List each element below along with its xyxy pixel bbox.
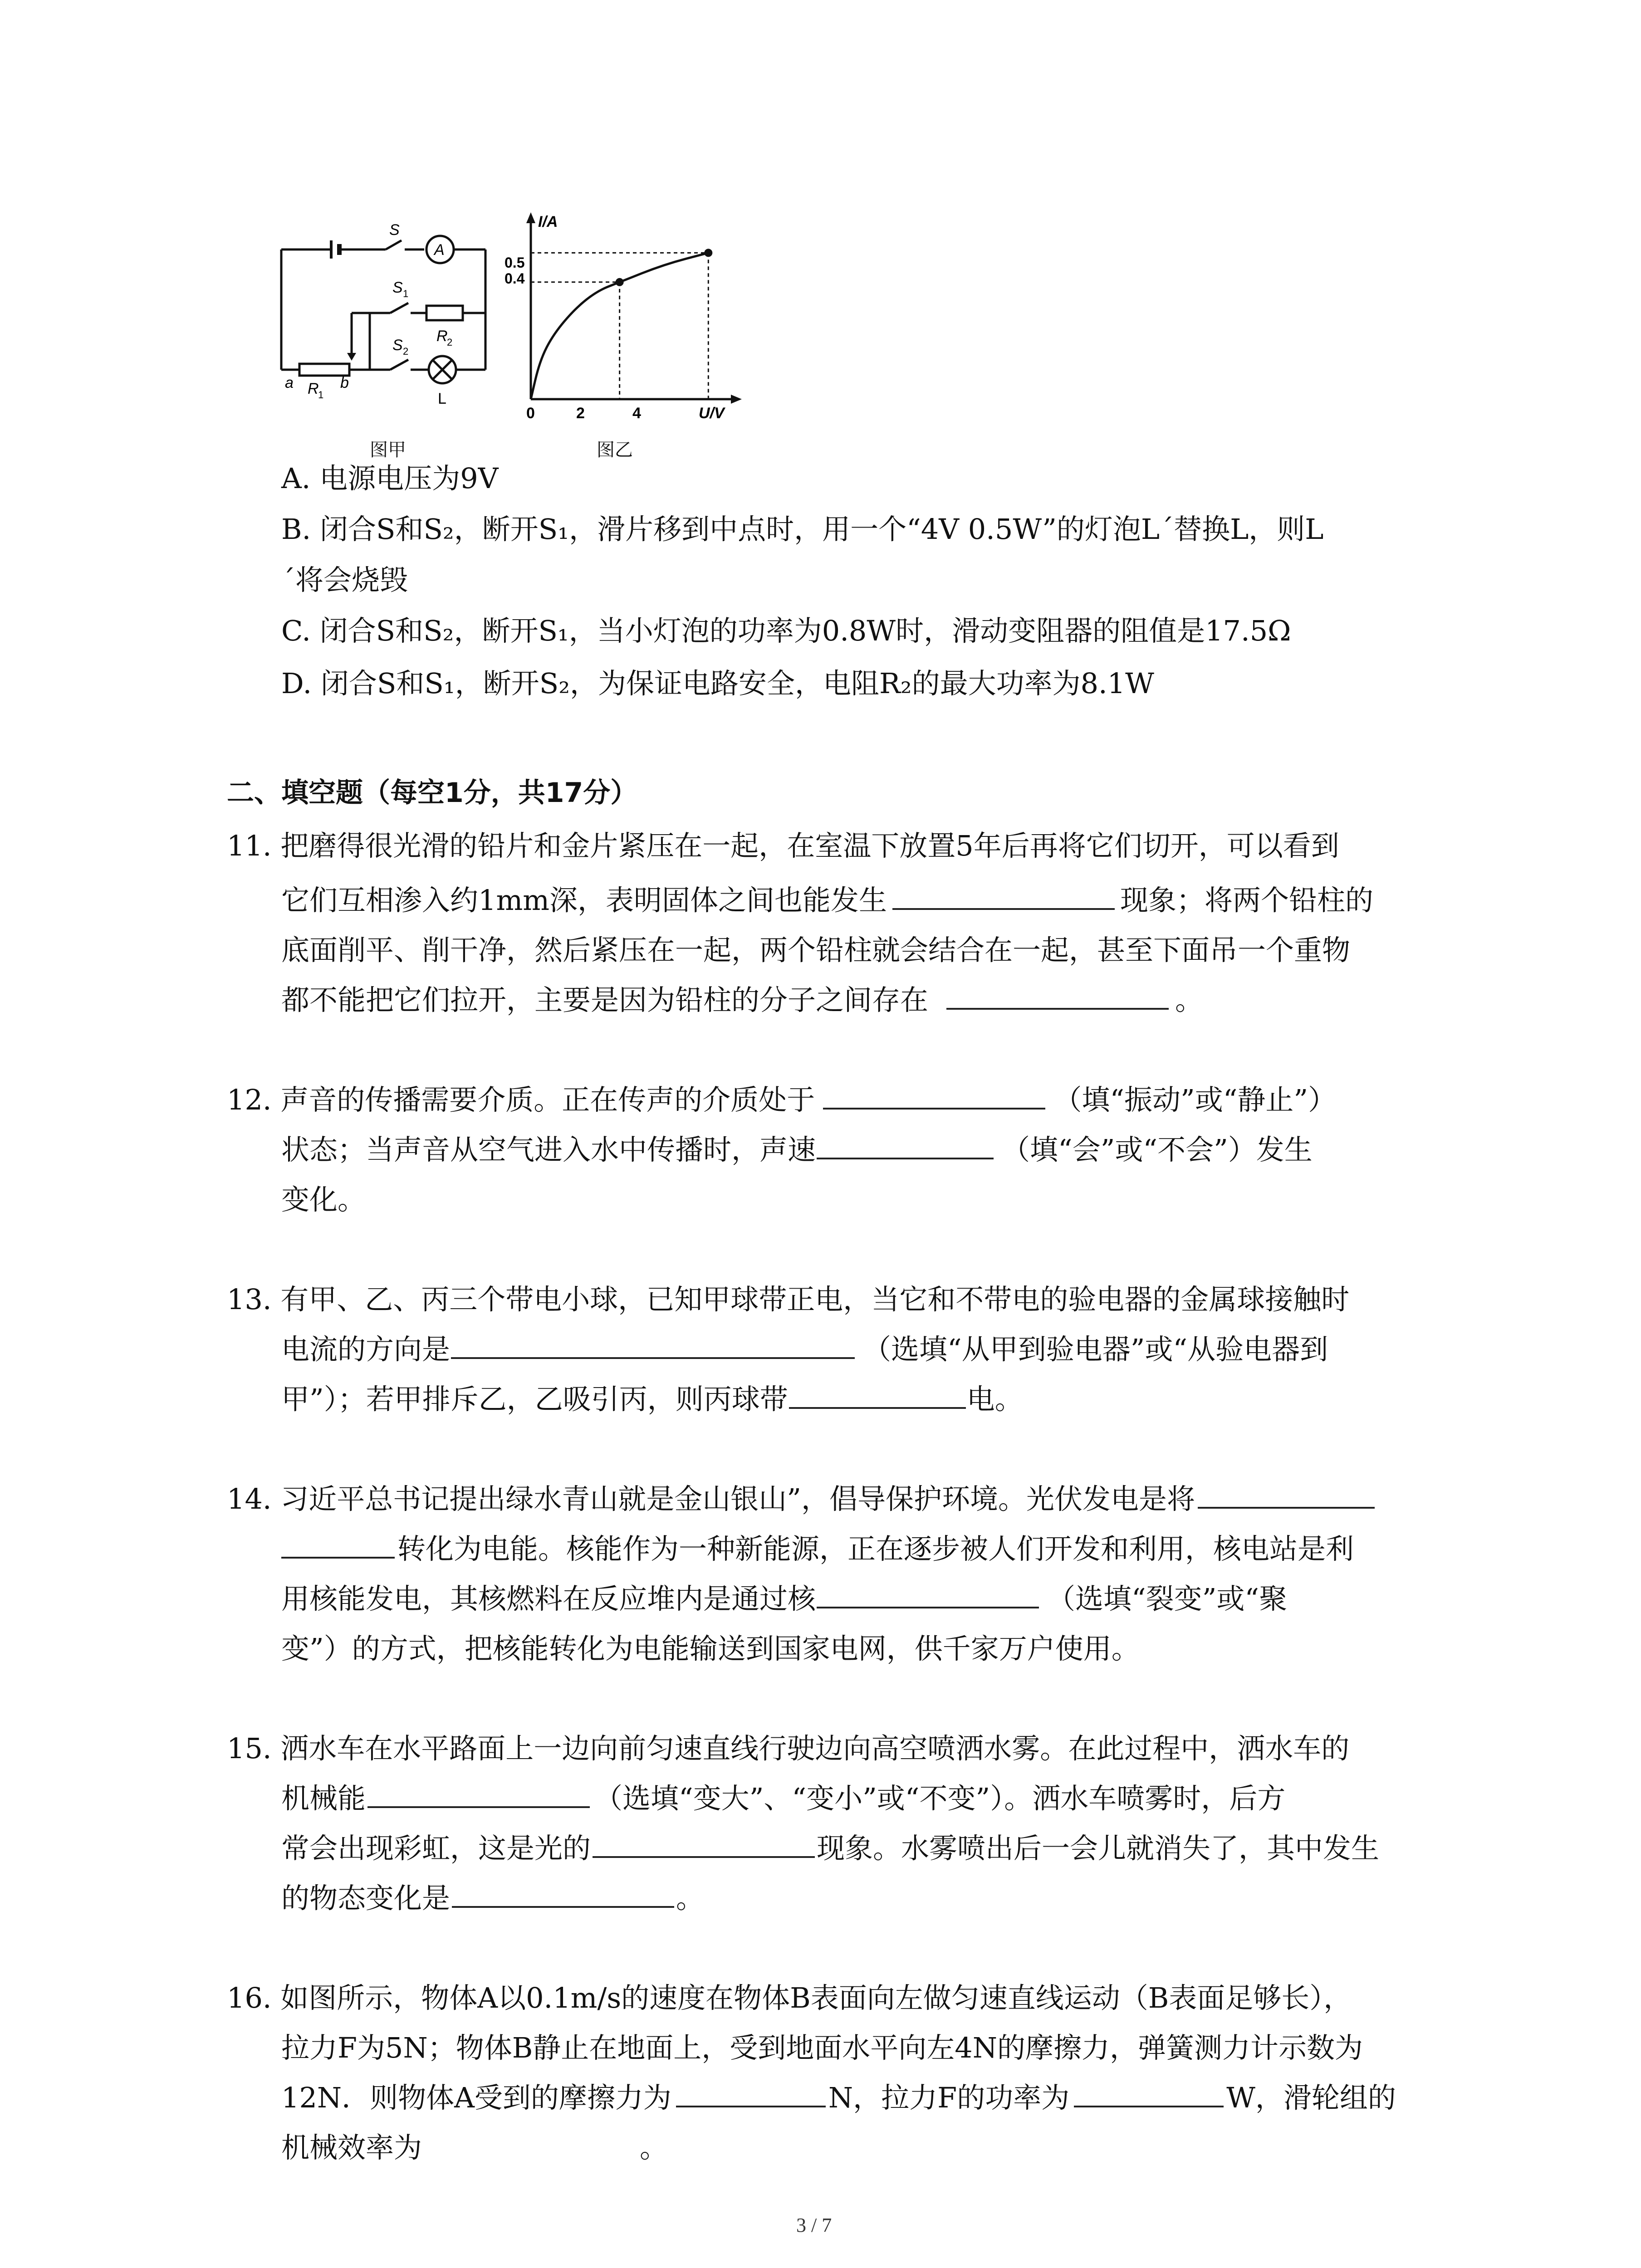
q12-blank-1[interactable] — [823, 1080, 1045, 1110]
q12-blank-2[interactable] — [817, 1130, 994, 1159]
label-r2: R — [436, 327, 448, 345]
x-tick-4: 4 — [632, 405, 641, 422]
q16-line1: 16. 如图所示，物体A以0.1m/s的速度在物体B表面向左做匀速直线运动（B表面足够长）， — [227, 1981, 1352, 2014]
q15-line3 — [281, 1828, 1379, 1869]
label-lamp: L — [438, 390, 446, 407]
q12-text-1a: 12. 声音的传播需要介质。正在传声的介质处于 — [227, 1083, 815, 1116]
option-a: A. 电源电压为9V — [281, 462, 499, 495]
q13-line3 — [281, 1379, 1023, 1420]
y-tick-0-5: 0.5 — [505, 254, 525, 271]
q16-text-4a: 机械效率为 — [281, 2131, 422, 2164]
q16-text-3a: 12N．则物体A受到的摩擦力为 — [281, 2081, 671, 2114]
q12-line3: 变化。 — [281, 1183, 366, 1216]
data-point-1 — [704, 249, 712, 257]
q13-blank-1[interactable] — [451, 1330, 855, 1359]
option-b-line1: B. 闭合S和S₂，断开S₁，滑片移到中点时，用一个“4V 0.5W”的灯泡L´替换L，则L — [281, 513, 1324, 546]
q15-blank-1[interactable] — [367, 1779, 590, 1808]
q13-text-3b: 电。 — [966, 1383, 1023, 1416]
q11-text-4a: 都不能把它们拉开，主要是因为铅柱的分子之间存在 — [281, 983, 929, 1017]
q12-line1 — [227, 1080, 1336, 1120]
q15-line4 — [281, 1878, 704, 1919]
q15-text-2a: 机械能 — [281, 1782, 366, 1815]
q14-text-1: 14. 习近平总书记提出绿水青山就是金山银山”，倡导保护环境。光伏发电是将 — [227, 1482, 1195, 1515]
q16-line3 — [281, 2077, 1396, 2118]
q11-text-2b: 现象；将两个铅柱的 — [1120, 884, 1374, 917]
q16-text-3c: W，滑轮组的 — [1226, 2081, 1396, 2114]
q13-text-3a: 甲”）；若甲排斥乙，乙吸引丙，则丙球带 — [281, 1383, 788, 1416]
graph-caption: 图乙 — [597, 440, 633, 460]
q15-line2 — [281, 1778, 1285, 1819]
q16-text-4b: 。 — [640, 2131, 668, 2164]
ammeter-label: A — [434, 241, 445, 259]
q11-line4 — [281, 980, 1203, 1021]
x-tick-0: 0 — [526, 405, 535, 422]
q13-line2 — [281, 1329, 1328, 1370]
x-axis-label: U/V — [699, 405, 725, 422]
q14-line1 — [227, 1479, 1375, 1520]
q13-blank-2[interactable] — [789, 1380, 966, 1409]
label-s2: S — [392, 337, 403, 354]
q14-blank-2[interactable] — [817, 1579, 1039, 1608]
label-s2-sub: 2 — [403, 346, 409, 357]
q14-line2 — [281, 1529, 1354, 1569]
label-a: a — [285, 374, 294, 391]
q12-text-1b: （填“振动”或“静止”） — [1053, 1083, 1337, 1116]
option-c: C. 闭合S和S₂，断开S₁，当小灯泡的功率为0.8W时，滑动变阻器的阻值是17.5Ω — [281, 614, 1291, 647]
q16-line4 — [281, 2127, 668, 2168]
q15-text-2b: （选填“变大”、“变小”或“不变”）。洒水车喷雾时，后方 — [594, 1782, 1286, 1815]
label-s1-sub: 1 — [403, 288, 409, 299]
circuit-diagram — [272, 209, 508, 408]
q12-line2 — [281, 1129, 1313, 1170]
label-s: S — [389, 221, 400, 239]
q12-text-2b: （填“会”或“不会”）发生 — [1002, 1133, 1313, 1166]
q11-text-4b: 。 — [1175, 983, 1204, 1017]
q11-line2 — [281, 880, 1373, 921]
q16-text-3b: N，拉力F的功率为 — [828, 2081, 1070, 2114]
data-point-0 — [616, 278, 624, 286]
label-r2-sub: 2 — [447, 337, 453, 348]
q15-line1: 15. 洒水车在水平路面上一边向前匀速直线行驶边向高空喷洒水雾。在此过程中，洒水车的 — [227, 1732, 1350, 1765]
q16-line2: 拉力F为5N；物体B静止在地面上，受到地面水平向左4N的摩擦力，弹簧测力计示数为 — [281, 2031, 1363, 2064]
iu-graph — [505, 209, 749, 422]
x-tick-2: 2 — [576, 405, 585, 422]
q13-line1: 13. 有甲、乙、丙三个带电小球，已知甲球带正电，当它和不带电的验电器的金属球接触时 — [227, 1283, 1350, 1316]
q15-blank-3[interactable] — [452, 1879, 674, 1908]
y-tick-0-4: 0.4 — [505, 270, 525, 287]
q13-text-2a: 电流的方向是 — [281, 1333, 451, 1366]
q16-blank-2[interactable] — [1074, 2078, 1224, 2107]
q15-text-4a: 的物态变化是 — [281, 1882, 451, 1915]
q12-text-2a: 状态；当声音从空气进入水中传播时，声速 — [281, 1133, 816, 1166]
q15-blank-2[interactable] — [593, 1829, 815, 1858]
q16-blank-1[interactable] — [676, 2078, 826, 2107]
q13-text-2b: （选填“从甲到验电器”或“从验电器到 — [863, 1333, 1328, 1366]
q14-blank-1[interactable] — [1198, 1480, 1375, 1509]
q14-text-3b: （选填“裂变”或“聚 — [1047, 1582, 1288, 1615]
option-d: D. 闭合S和S₁，断开S₂，为保证电路安全，电阻R₂的最大功率为8.1W — [281, 667, 1154, 700]
q14-line3 — [281, 1579, 1287, 1619]
q11-blank-1[interactable] — [892, 881, 1115, 910]
label-r1: R — [308, 380, 319, 397]
q14-text-2: 转化为电能。核能作为一种新能源，正在逐步被人们开发和利用，核电站是利 — [397, 1532, 1354, 1565]
circuit-caption: 图甲 — [370, 440, 406, 460]
q14-text-3a: 用核能发电，其核燃料在反应堆内是通过核 — [281, 1582, 816, 1615]
page-number: 3 / 7 — [796, 2214, 832, 2236]
label-b: b — [340, 374, 349, 391]
q15-text-3b: 现象。水雾喷出后一会儿就消失了，其中发生 — [817, 1832, 1380, 1865]
q14-blank-1-cont[interactable] — [281, 1530, 395, 1559]
option-b-line2: ´将会烧毁 — [281, 563, 408, 596]
q11-line3: 底面削平、削干净，然后紧压在一起，两个铅柱就会结合在一起，甚至下面吊一个重物 — [281, 934, 1351, 967]
label-r1-sub: 1 — [318, 389, 324, 401]
q11-blank-2[interactable] — [946, 981, 1169, 1010]
y-axis-label: I/A — [538, 213, 558, 230]
q14-line4: 变”）的方式，把核能转化为电能输送到国家电网，供千家万户使用。 — [281, 1632, 1140, 1665]
q11-text-2a: 它们互相渗入约1mm深，表明固体之间也能发生 — [281, 884, 887, 917]
q11-line1: 11. 把磨得很光滑的铅片和金片紧压在一起，在室温下放置5年后再将它们切开，可以看到 — [227, 829, 1339, 862]
graph-plot-area — [531, 249, 712, 399]
section-title: 二、填空题（每空1分，共17分） — [227, 777, 638, 809]
q15-text-4b: 。 — [676, 1882, 705, 1915]
q15-text-3a: 常会出现彩虹，这是光的 — [281, 1832, 591, 1865]
label-s1: S — [392, 279, 403, 296]
